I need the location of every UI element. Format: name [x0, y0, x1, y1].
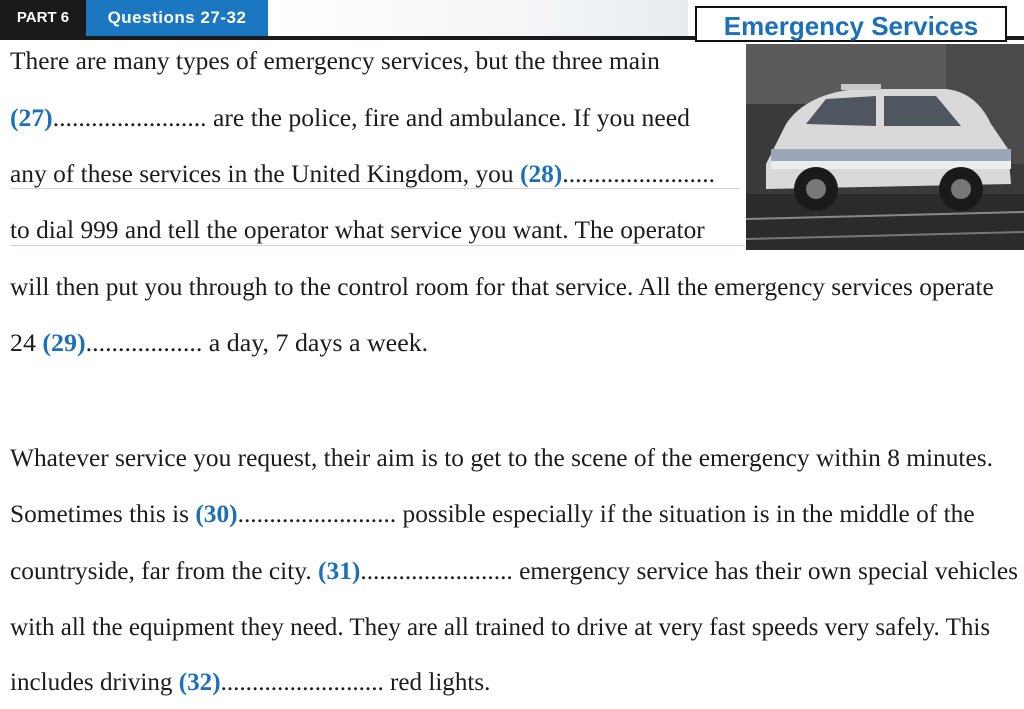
blank-28-dots: ........................	[562, 161, 715, 188]
blank-28-number: (28)	[519, 161, 563, 188]
header-bar	[0, 0, 1024, 40]
p2-line-2-pre: Sometimes this is	[10, 501, 196, 528]
p1-line-1: There are many types of emergency services, but the three main	[10, 48, 660, 75]
police-car-photo	[746, 44, 1024, 250]
p1-line-6-text: .................. a day, 7 days a week.	[85, 330, 429, 357]
p2-line-3	[10, 557, 1018, 587]
p1-line-3	[10, 160, 715, 190]
p2-line-5-pre: includes driving	[10, 669, 179, 696]
p2-line-3-text: ........................ emergency service has their own special vehicles	[360, 558, 1019, 585]
p2-line-5	[10, 668, 490, 698]
header-stripe	[268, 0, 688, 36]
questions-tab: Questions 27-32	[86, 0, 268, 36]
blank-30-number: (30)	[195, 501, 238, 528]
p2-line-2-text: ......................... possible especially if the situation is in the middle of the	[237, 501, 975, 528]
page-title: Emergency Services	[695, 6, 1007, 42]
p1-line-6	[10, 329, 428, 359]
blank-32-number: (32)	[178, 669, 221, 696]
p1-line-4: to dial 999 and tell the operator what service you want. The operator	[10, 217, 705, 244]
p2-line-2	[10, 500, 975, 530]
p1-line-3-text: any of these services in the United Kingdom, you	[10, 161, 520, 188]
p2-line-3-pre: countryside, far from the city.	[10, 558, 319, 585]
p1-line-2	[10, 104, 690, 134]
p1-line-2-text: ........................ are the police, fire and ambulance. If you need	[52, 105, 690, 132]
blank-29-number: (29)	[42, 330, 86, 357]
p2-line-5-text: .......................... red lights.	[220, 669, 491, 696]
p1-line-5: will then put you through to the control room for that service. All the emergency services operate	[10, 274, 994, 301]
p2-line-4: with all the equipment they need. They are all trained to drive at very fast speeds very safely. This	[10, 614, 991, 641]
part-label: PART 6	[0, 0, 86, 36]
p2-line-1: Whatever service you request, their aim is to get to the scene of the emergency within 8 minutes.	[10, 445, 993, 472]
blank-31-number: (31)	[318, 558, 361, 585]
p1-line-6-pre: 24	[10, 330, 43, 357]
blank-27-number: (27)	[10, 105, 53, 132]
